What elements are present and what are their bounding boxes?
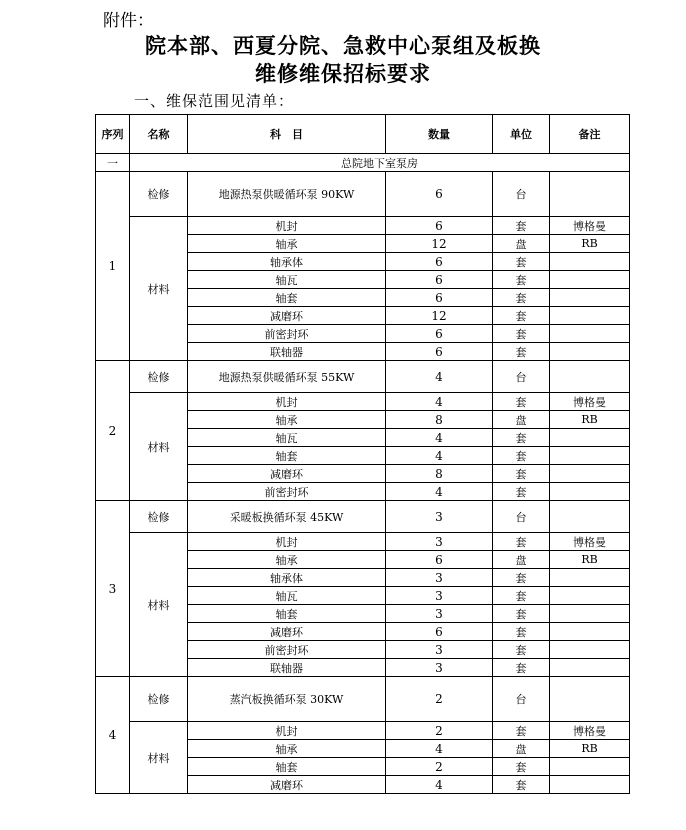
material-label: 材料 (130, 393, 188, 501)
material-unit: 盘 (493, 235, 550, 253)
material-item: 轴套 (188, 758, 386, 776)
material-row (96, 533, 630, 551)
material-note (550, 429, 630, 447)
header-qty: 数量 (386, 115, 493, 154)
material-note: RB (550, 551, 630, 569)
material-qty: 6 (386, 325, 493, 343)
material-unit: 套 (493, 623, 550, 641)
material-item: 轴瓦 (188, 587, 386, 605)
material-item: 机封 (188, 217, 386, 235)
material-item: 机封 (188, 393, 386, 411)
material-note (550, 253, 630, 271)
material-item: 轴套 (188, 289, 386, 307)
material-note: RB (550, 740, 630, 758)
material-item: 轴套 (188, 605, 386, 623)
material-unit: 套 (493, 641, 550, 659)
material-note: 博格曼 (550, 217, 630, 235)
material-qty: 8 (386, 465, 493, 483)
material-qty: 8 (386, 411, 493, 429)
material-note (550, 483, 630, 501)
material-unit: 套 (493, 605, 550, 623)
material-qty: 2 (386, 722, 493, 740)
material-item: 减磨环 (188, 465, 386, 483)
material-unit: 套 (493, 253, 550, 271)
material-qty: 4 (386, 483, 493, 501)
material-qty: 4 (386, 776, 493, 794)
material-qty: 3 (386, 587, 493, 605)
material-qty: 3 (386, 533, 493, 551)
material-item: 联轴器 (188, 659, 386, 677)
material-qty: 2 (386, 758, 493, 776)
material-item: 前密封环 (188, 641, 386, 659)
material-item: 轴承 (188, 740, 386, 758)
material-qty: 6 (386, 343, 493, 361)
seq-cell: 4 (96, 677, 130, 794)
material-item: 减磨环 (188, 623, 386, 641)
material-item: 减磨环 (188, 307, 386, 325)
material-note (550, 758, 630, 776)
section-index: 一 (96, 154, 130, 172)
material-note (550, 776, 630, 794)
seq-cell: 3 (96, 501, 130, 677)
material-unit: 套 (493, 483, 550, 501)
material-unit: 套 (493, 217, 550, 235)
material-note (550, 271, 630, 289)
repair-item: 蒸汽板换循环泵 30KW (188, 677, 386, 722)
material-qty: 4 (386, 740, 493, 758)
repair-unit: 台 (493, 361, 550, 393)
material-item: 减磨环 (188, 776, 386, 794)
material-row (96, 722, 630, 740)
material-item: 轴承 (188, 235, 386, 253)
repair-label: 检修 (130, 677, 188, 722)
material-note (550, 343, 630, 361)
repair-unit: 台 (493, 501, 550, 533)
repair-row (96, 677, 630, 722)
repair-row (96, 501, 630, 533)
seq-cell: 1 (96, 172, 130, 361)
material-note (550, 623, 630, 641)
document-title-line2: 维修维保招标要求 (255, 61, 431, 86)
section-title: 总院地下室泵房 (130, 154, 630, 172)
repair-item: 地源热泵供暖循环泵 90KW (188, 172, 386, 217)
material-note (550, 659, 630, 677)
material-unit: 套 (493, 569, 550, 587)
material-qty: 3 (386, 641, 493, 659)
material-unit: 套 (493, 289, 550, 307)
header-item: 科 目 (188, 115, 386, 154)
material-note (550, 307, 630, 325)
material-note (550, 569, 630, 587)
material-unit: 套 (493, 447, 550, 465)
repair-qty: 4 (386, 361, 493, 393)
material-note (550, 641, 630, 659)
repair-qty: 6 (386, 172, 493, 217)
material-note: 博格曼 (550, 533, 630, 551)
material-note (550, 447, 630, 465)
repair-row (96, 361, 630, 393)
material-unit: 套 (493, 271, 550, 289)
material-unit: 套 (493, 758, 550, 776)
material-item: 轴套 (188, 447, 386, 465)
material-note (550, 465, 630, 483)
maintenance-scope-table (95, 114, 630, 794)
material-unit: 盘 (493, 411, 550, 429)
material-qty: 4 (386, 393, 493, 411)
material-item: 前密封环 (188, 483, 386, 501)
material-qty: 3 (386, 659, 493, 677)
material-unit: 套 (493, 465, 550, 483)
document-title-line1: 院本部、西夏分院、急救中心泵组及板换 (145, 33, 541, 58)
material-label: 材料 (130, 217, 188, 361)
attachment-label: 附件： (103, 11, 154, 31)
section-row (96, 154, 630, 172)
material-unit: 盘 (493, 740, 550, 758)
material-unit: 套 (493, 393, 550, 411)
material-note (550, 325, 630, 343)
repair-unit: 台 (493, 172, 550, 217)
material-note (550, 587, 630, 605)
material-item: 轴承 (188, 411, 386, 429)
table-body (96, 154, 630, 794)
material-item: 机封 (188, 533, 386, 551)
material-unit: 套 (493, 776, 550, 794)
repair-note (550, 172, 630, 217)
header-note: 备注 (550, 115, 630, 154)
repair-item: 地源热泵供暖循环泵 55KW (188, 361, 386, 393)
material-qty: 4 (386, 447, 493, 465)
material-unit: 套 (493, 307, 550, 325)
material-row (96, 217, 630, 235)
material-item: 前密封环 (188, 325, 386, 343)
material-qty: 3 (386, 605, 493, 623)
repair-label: 检修 (130, 172, 188, 217)
material-item: 轴承体 (188, 569, 386, 587)
material-note: RB (550, 411, 630, 429)
repair-note (550, 677, 630, 722)
material-note: RB (550, 235, 630, 253)
material-item: 轴瓦 (188, 271, 386, 289)
repair-row (96, 172, 630, 217)
header-seq: 序列 (96, 115, 130, 154)
repair-label: 检修 (130, 361, 188, 393)
material-note: 博格曼 (550, 393, 630, 411)
material-label: 材料 (130, 722, 188, 794)
material-note: 博格曼 (550, 722, 630, 740)
material-unit: 套 (493, 722, 550, 740)
seq-cell: 2 (96, 361, 130, 501)
material-unit: 套 (493, 325, 550, 343)
material-unit: 套 (493, 343, 550, 361)
material-note (550, 289, 630, 307)
material-qty: 6 (386, 623, 493, 641)
section-heading: 一、维保范围见清单： (134, 92, 295, 110)
header-name: 名称 (130, 115, 188, 154)
repair-label: 检修 (130, 501, 188, 533)
material-item: 轴承 (188, 551, 386, 569)
material-qty: 4 (386, 429, 493, 447)
material-unit: 套 (493, 587, 550, 605)
repair-note (550, 361, 630, 393)
material-note (550, 605, 630, 623)
material-item: 轴瓦 (188, 429, 386, 447)
repair-unit: 台 (493, 677, 550, 722)
material-unit: 盘 (493, 551, 550, 569)
material-unit: 套 (493, 659, 550, 677)
repair-note (550, 501, 630, 533)
material-qty: 6 (386, 271, 493, 289)
material-qty: 12 (386, 307, 493, 325)
material-qty: 12 (386, 235, 493, 253)
material-item: 轴承体 (188, 253, 386, 271)
material-qty: 6 (386, 551, 493, 569)
repair-qty: 2 (386, 677, 493, 722)
material-qty: 3 (386, 569, 493, 587)
material-qty: 6 (386, 289, 493, 307)
repair-item: 采暖板换循环泵 45KW (188, 501, 386, 533)
material-qty: 6 (386, 253, 493, 271)
material-item: 机封 (188, 722, 386, 740)
material-qty: 6 (386, 217, 493, 235)
header-unit: 单位 (493, 115, 550, 154)
table-header-row (96, 115, 630, 154)
material-row (96, 393, 630, 411)
material-unit: 套 (493, 533, 550, 551)
material-label: 材料 (130, 533, 188, 677)
repair-qty: 3 (386, 501, 493, 533)
material-unit: 套 (493, 429, 550, 447)
material-item: 联轴器 (188, 343, 386, 361)
